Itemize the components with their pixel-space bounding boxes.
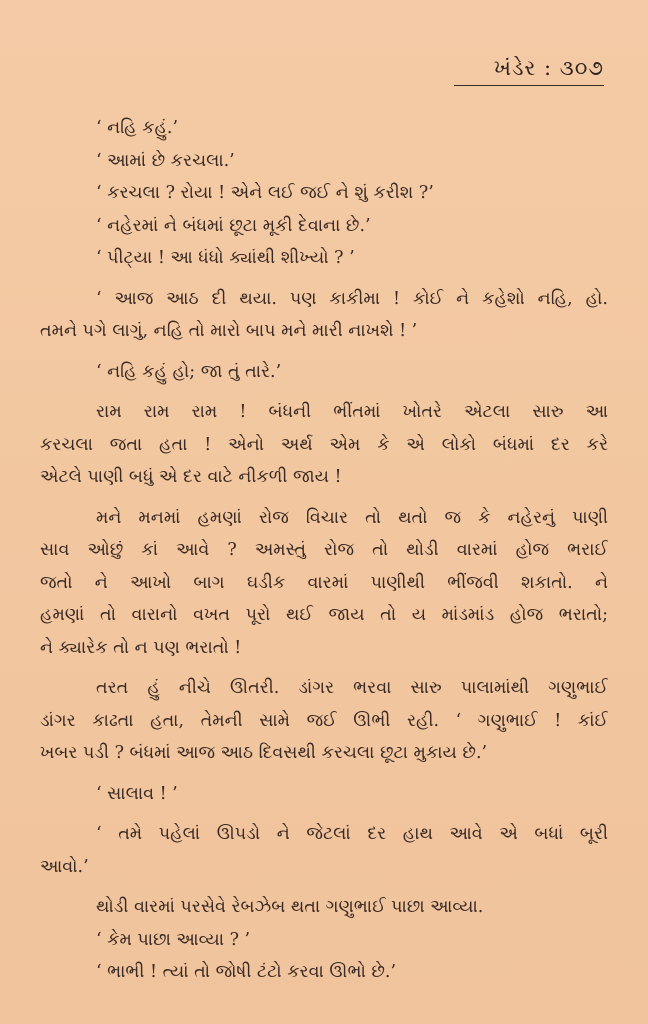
running-header	[454, 56, 604, 86]
paragraph-line: ડાંગર કાઢતા હતા, તેમની સામે જઈ ઊભી રહી. ‘ ગણુભાઈ ! કાંઈ	[40, 710, 608, 731]
dialogue-line: ‘ આમાં છે કરચલા.’	[96, 150, 235, 171]
paragraph-line: તમને પગે લાગું, નહિ તો મારો બાપ મને મારી નાખશે ! ’	[40, 321, 418, 341]
paragraph-line: થોડી વારમાં પરસેવે રેબઝેબ થતા ગણુભાઈ પાછા આવ્યા.	[96, 897, 484, 917]
page-body	[40, 112, 608, 989]
dialogue-line: ‘ તમે પહેલાં ઊપડો ને જેટલાં દર હાથ આવે એ બધાં બૂરી	[96, 824, 608, 844]
dialogue-line: ‘ કેમ પાછા આવ્યા ? ’	[96, 929, 251, 950]
dialogue-line: ‘ ભાભી ! ત્યાં તો જોષી ટંટો કરવા ઊભો છે.’	[96, 962, 397, 982]
paragraph-line: હમણાં તો વારાનો વખત પૂરો થઈ જાય તો ય માંડમાંડ હોજ ભરાતો;	[40, 605, 608, 625]
paragraph-line: મને મનમાં હમણાં રોજ વિચાર તો થતો જ કે નહેરનું પાણી	[96, 507, 608, 528]
dialogue-line: ‘ નહિ કહું હો; જા તું તારે.’	[96, 361, 282, 382]
dialogue-line: ‘ પીટ્યા ! આ ધંધો ક્યાંથી શીખ્યો ? ’	[96, 248, 355, 268]
paragraph-line: ‘ આજ આઠ દી થયા. પણ કાકીમા ! કોઈ ને કહેશો નહિ, હો.	[96, 288, 608, 309]
page-title: ખંડેર : ૩૦૭	[493, 56, 604, 80]
paragraph-line: એટલે પાણી બધું એ દર વાટે નીકળી જાય !	[40, 467, 342, 487]
paragraph-line: ખબર પડી ? બંધમાં આજ આઠ દિવસથી કરચલા છૂટા મુકાય છે.’	[40, 743, 488, 763]
dialogue-line: ‘ કરચલા ? રોયા ! એને લઈ જઈ ને શું કરીશ ?’	[96, 183, 434, 203]
paragraph-line: કરચલા જતા હતા ! એનો અર્થ એમ કે એ લોકો બંધમાં દર કરે	[40, 434, 608, 455]
dialogue-line: ‘ નહેરમાં ને બંધમાં છૂટા મૂકી દેવાના છે.’	[96, 215, 371, 236]
paragraph-line: સાવ ઓછું કાં આવે ? અમસ્તું રોજ તો થોડી વારમાં હોજ ભરાઈ	[40, 540, 608, 560]
paragraph-line: ને ક્યારેક તો ન પણ ભરાતો !	[40, 637, 242, 658]
header-underline	[454, 85, 604, 86]
dialogue-line: ‘ નહિ કહું.’	[96, 118, 179, 138]
paragraph-line: તરત હું નીચે ઊતરી. ડાંગર ભરવા સારુ પાલામાંથી ગણુભાઈ	[96, 678, 608, 698]
dialogue-line: ‘ સાલાવ ! ’	[96, 783, 178, 804]
paragraph-line: જતો ને આખો બાગ ઘડીક વારમાં પાણીથી ભીંજવી શકાતો. ને	[40, 572, 608, 593]
paragraph-line: રામ રામ રામ ! બંધની ભીંતમાં ખોતરે એટલા સારુ આ	[96, 402, 608, 422]
dialogue-line: આવો.’	[40, 856, 89, 877]
